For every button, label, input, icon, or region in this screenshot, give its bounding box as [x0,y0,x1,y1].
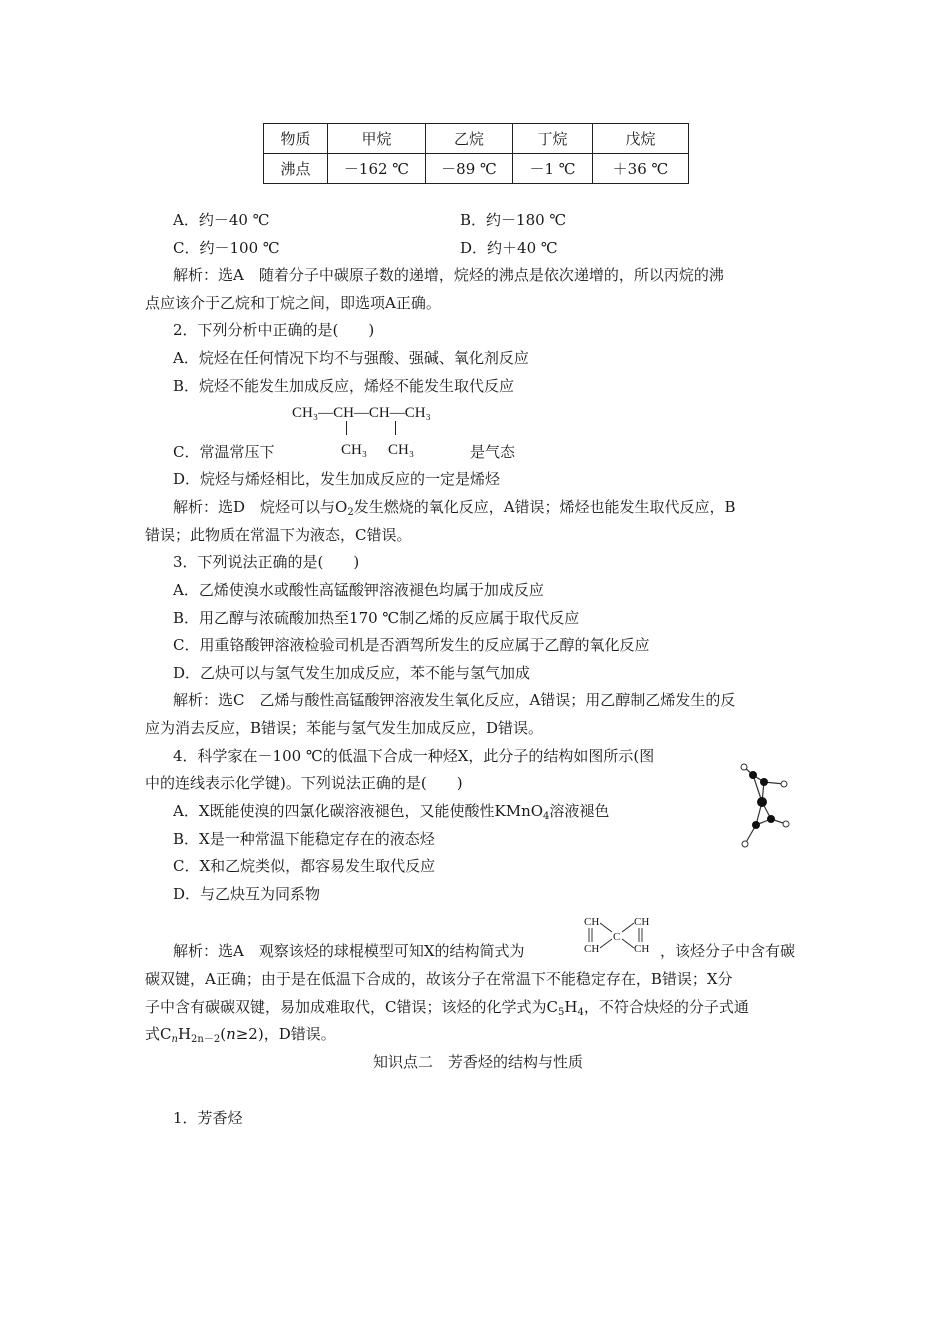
ball-and-stick-model [735,758,795,850]
q2-formula-main: CH₃—CH—CH—CH₃ [292,405,431,421]
q3-option-d: D．乙炔可以与氢气发生加成反应，苯不能与氢气加成 [173,664,531,682]
q4-analysis-line4 [145,1024,336,1044]
q4-option-d: D．与乙炔互为同系物 [173,885,321,903]
q3-analysis-line2: 应为消去反应，B错误；苯能与氢气发生加成反应，D错误。 [145,719,544,737]
q4-analysis-text: 子中含有碳碳双键，易加成难取代，C错误；该烃的化学式为C [145,998,558,1016]
q4-option-b: B．X是一种常温下能稳定存在的液态烃 [173,830,435,848]
q4-structural-formula [581,914,657,956]
struct-label-ch: CH [584,916,600,928]
q1-option-c: C．约－100 ℃ [173,239,280,257]
subscript: 2 [347,507,354,518]
section-item-1: 1．芳香烃 [173,1109,243,1127]
boiling-point-table [263,123,689,184]
table-cell: 物质 [264,124,328,154]
subscript: 4 [543,811,550,822]
table-cell: 乙烷 [426,124,513,154]
q3-stem: 3．下列说法正确的是( ) [173,553,360,571]
subscript: n [171,1034,178,1045]
q2-option-a: A．烷烃在任何情况下均不与强酸、强碱、氧化剂反应 [173,349,529,367]
q2-analysis-text: 解析：选D 烷烃可以与O [173,498,348,516]
table-header-row [264,124,689,154]
q4-analysis-line3 [145,997,749,1017]
q2-analysis-text: 发生燃烧的氧化反应，A错误；烯烃也能发生取代反应，B [353,498,736,516]
q4-analysis-text: n [226,1025,236,1043]
q4-option-a-text: A．X既能使溴的四氯化碳溶液褪色，又能使酸性KMnO [173,802,544,820]
q3-option-b: B．用乙醇与浓硫酸加热至170 ℃制乙烯的反应属于取代反应 [173,609,580,627]
q3-option-a: A．乙烯使溴水或酸性高锰酸钾溶液褪色均属于加成反应 [173,581,544,599]
q1-analysis-line1: 解析：选A 随着分子中碳原子数的递增，烷烃的沸点是依次递增的，所以丙烷的沸 [173,266,724,284]
q2-analysis-line1 [173,497,736,517]
struct-label-c: C [613,931,621,943]
q2-option-c-suffix: 是气态 [470,443,516,461]
q1-option-a: A．约－40 ℃ [173,211,270,229]
q4-analysis-line1-end: ，该烃分子中含有碳 [660,942,796,960]
table-cell: －89 ℃ [426,154,513,184]
table-cell: －162 ℃ [328,154,426,184]
q1-analysis-line2: 点应该介于乙烷和丁烷之间，即选项A正确。 [145,294,441,312]
table-cell: 甲烷 [328,124,426,154]
q2-option-c-prefix: C．常温常压下 [173,443,275,461]
q2-formula-bond-2 [395,421,396,435]
q4-analysis-line2: 碳双键，A正确；由于是在低温下合成的，故该分子在常温下不能稳定存在，B错误；X分 [145,970,733,988]
struct-label-ch: CH [634,943,650,955]
q4-stem-line2: 中的连线表示化学键)。下列说法正确的是( ) [145,774,463,792]
q4-analysis-text: ≥2)，D错误。 [235,1025,336,1043]
q4-analysis-text: 式C [145,1025,172,1043]
q4-analysis-text: ，不符合炔烃的分子式通 [583,998,749,1016]
subscript: 2n－2 [191,1034,221,1045]
subscript: 5 [557,1007,565,1018]
table-cell: －1 ℃ [513,154,593,184]
q1-option-d: D．约＋40 ℃ [460,239,558,257]
q1-option-b: B．约－180 ℃ [460,211,567,229]
section-title: 知识点二 芳香烃的结构与性质 [373,1053,584,1071]
table-cell: 丁烷 [513,124,593,154]
table-cell: 沸点 [264,154,328,184]
q2-formula-sub2: CH₃ [388,442,415,458]
q4-analysis-text: H [177,1025,192,1043]
table-row [264,154,689,184]
q4-option-a [173,801,609,821]
q4-stem-line1: 4．科学家在－100 ℃的低温下合成一种烃X，此分子的结构如图所示(图 [173,747,655,765]
q4-analysis-line1: 解析：选A 观察该烃的球棍模型可知X的结构简式为 [173,942,525,960]
q2-analysis-line2: 错误；此物质在常温下为液态，C错误。 [145,526,412,544]
table-cell: ＋36 ℃ [593,154,689,184]
q4-analysis-text: H [564,998,578,1016]
q3-option-c: C．用重铬酸钾溶液检验司机是否酒驾所发生的反应属于乙醇的氧化反应 [173,636,650,654]
q2-formula-sub1: CH₃ [341,442,368,458]
q4-option-a-text: 溶液褪色 [549,802,610,820]
q4-option-c: C．X和乙烷类似，都容易发生取代反应 [173,857,436,875]
subscript: 4 [577,1007,584,1018]
struct-label-ch: CH [634,916,650,928]
q4-analysis-text: ( [220,1025,227,1043]
q2-option-b: B．烷烃不能发生加成反应，烯烃不能发生取代反应 [173,377,515,395]
table-cell: 戊烷 [593,124,689,154]
q2-formula-bond-1 [346,421,347,435]
q2-option-d: D．烷烃与烯烃相比，发生加成反应的一定是烯烃 [173,470,501,488]
q3-analysis-line1: 解析：选C 乙烯与酸性高锰酸钾溶液发生氧化反应，A错误；用乙醇制乙烯发生的反 [173,691,736,709]
struct-label-ch: CH [584,943,600,955]
q2-stem: 2．下列分析中正确的是( ) [173,321,375,339]
